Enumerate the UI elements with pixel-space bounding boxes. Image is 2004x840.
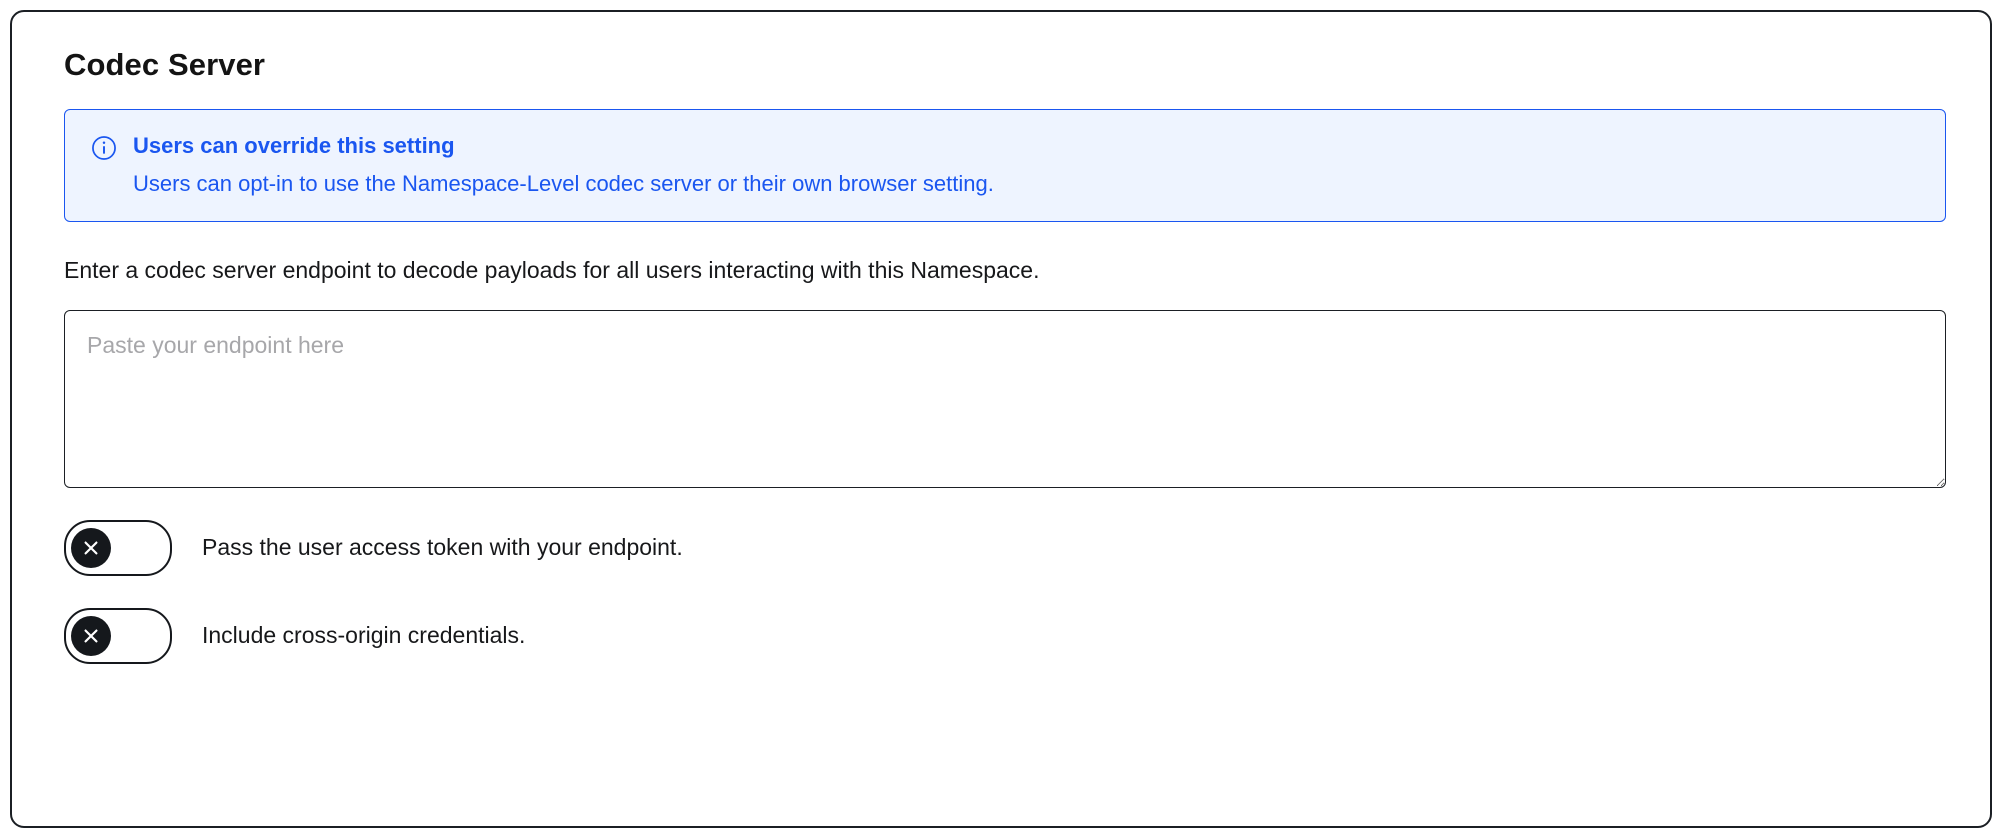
- codec-endpoint-input[interactable]: [64, 310, 1946, 488]
- pass-access-token-label: Pass the user access token with your endpoint.: [202, 534, 683, 561]
- endpoint-instructions: Enter a codec server endpoint to decode payloads for all users interacting with this Namespace.: [64, 257, 1040, 284]
- toggle-row-access-token: [64, 520, 1946, 576]
- info-banner-description: Users can opt-in to use the Namespace-Level codec server or their own browser setting.: [133, 170, 994, 196]
- close-x-icon: [81, 626, 101, 646]
- info-banner-texts: [133, 132, 994, 197]
- info-banner-title: Users can override this setting: [133, 133, 455, 159]
- toggle-row-cross-origin: [64, 608, 1946, 664]
- include-cross-origin-credentials-label: Include cross-origin credentials.: [202, 622, 526, 649]
- info-circle-icon: [91, 135, 117, 161]
- override-info-banner: [64, 109, 1946, 222]
- toggle-knob: [71, 616, 111, 656]
- page-title: Codec Server: [64, 47, 266, 82]
- pass-access-token-toggle[interactable]: [64, 520, 172, 576]
- codec-server-card: [10, 10, 1992, 828]
- close-x-icon: [81, 538, 101, 558]
- toggle-knob: [71, 528, 111, 568]
- include-cross-origin-credentials-toggle[interactable]: [64, 608, 172, 664]
